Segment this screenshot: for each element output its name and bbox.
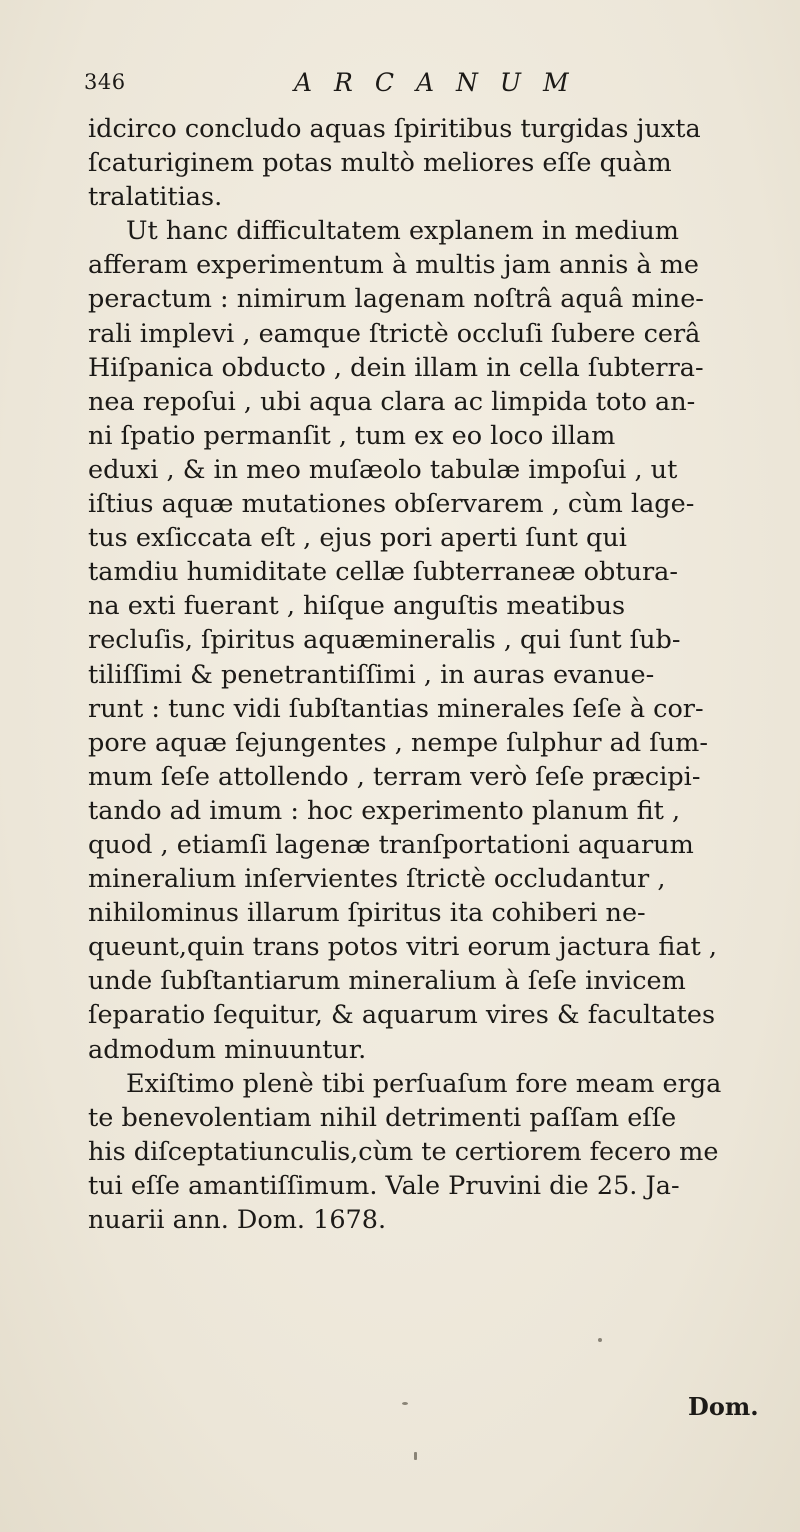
text-line: runt : tunc vidi ſubſtantias minerales ſeſe à cor- [88, 693, 704, 724]
text-line: nuarii ann. Dom. 1678. [88, 1205, 387, 1235]
text-line: quod , etiamſi lagenæ tranſportationi aquarum [88, 829, 694, 860]
text-line: te benevolentiam nihil detrimenti paſſam eſſe [88, 1102, 677, 1133]
text-line: Hiſpanica obducto , dein illam in cella ſubterra- [88, 352, 704, 383]
paragraph-start-line: Ut hanc difficultatem explanem in medium [126, 216, 679, 247]
text-line: peractum : nimirum lagenam noſtrâ aquâ mine- [88, 284, 704, 315]
text-line: unde ſubſtantiarum mineralium à ſeſe invicem [88, 966, 686, 997]
text-line: idcirco concludo aquas ſpiritibus turgidas juxta [88, 114, 701, 144]
running-head [84, 70, 764, 100]
text-line: his diſceptatiunculis,cùm te certiorem fecero me [88, 1136, 719, 1167]
text-line: tando ad imum : hoc experimento planum fit , [88, 795, 681, 826]
text-line: eduxi , & in meo muſæolo tabulæ impoſui , ut [88, 454, 678, 485]
page-number: 346 [84, 70, 126, 94]
text-line: mineralium inſervientes ſtrictè occludantur , [88, 864, 666, 895]
text-line: ſeparatio ſequitur, & aquarum vires & facultates [88, 1000, 716, 1031]
running-title: ARCANUM [294, 68, 591, 97]
text-line: tui eſſe amantiſſimum. Vale Pruvini die 25. Ja- [88, 1170, 680, 1201]
text-line: tiliſſimi & penetrantiſſimi , in auras evanue- [88, 659, 655, 690]
text-line: queunt,quin trans potos vitri eorum jactura fiat , [88, 932, 718, 963]
text-line: ni ſpatio permanſit , tum ex eo loco illam [88, 420, 616, 451]
paragraph-start-line: Exiſtimo plenè tibi perſuaſum fore meam erga [126, 1068, 722, 1099]
ink-speck [402, 1402, 408, 1405]
text-line: na exti fuerant , hiſque anguſtis meatibus [88, 591, 626, 622]
text-line: afferam experimentum à multis jam annis à me [88, 250, 700, 281]
text-line: nea repoſui , ubi aqua clara ac limpida toto an- [88, 386, 696, 417]
text-line: tralatitias. [88, 182, 223, 213]
ink-speck [414, 1452, 417, 1460]
text-line: nihilominus illarum ſpiritus ita cohiberi ne- [88, 898, 646, 929]
text-line: ſcaturiginem potas multò meliores eſſe quàm [88, 148, 672, 179]
text-line: iſtius aquæ mutationes obſervarem , cùm lage- [88, 489, 695, 520]
text-line: tamdiu humiditate cellæ ſubterraneæ obtura- [88, 557, 678, 588]
text-line: mum ſeſe attollendo , terram verò ſeſe præcipi- [88, 761, 701, 792]
text-block [88, 112, 768, 1237]
text-line: tus exſiccata eſt , ejus pori aperti ſunt qui [88, 523, 627, 554]
catchword: Dom. [688, 1392, 759, 1421]
text-line: pore aquæ ſejungentes , nempe ſulphur ad ſum- [88, 727, 708, 758]
text-line: admodum minuuntur. [88, 1034, 367, 1065]
text-line: recluſis, ſpiritus aquæmineralis , qui ſunt ſub- [88, 625, 681, 656]
ink-speck [598, 1338, 602, 1342]
text-line: rali implevi , eamque ſtrictè occluſi ſubere cerâ [88, 318, 701, 349]
